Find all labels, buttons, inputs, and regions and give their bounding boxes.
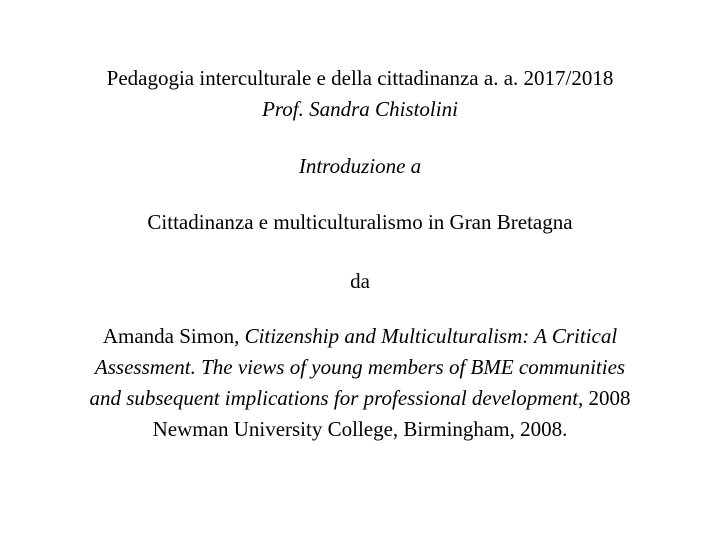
- citation-block: [40, 321, 680, 445]
- citation-title-part-2: Assessment. The views of young members of BME communities: [94, 355, 626, 379]
- citation-year: , 2008: [578, 386, 631, 410]
- intro-label: Introduzione a: [298, 154, 422, 178]
- from-label: da: [350, 269, 370, 293]
- course-title: Pedagogia interculturale e della cittadinanza a. a. 2017/2018: [106, 66, 614, 90]
- citation-title-part-3: and subsequent implications for professional development: [89, 386, 579, 410]
- citation-author: Amanda Simon,: [102, 324, 245, 348]
- citation-line-1: [40, 321, 680, 352]
- citation-title-part-1: Citizenship and Multiculturalism: A Critical: [244, 324, 618, 348]
- citation-line-3: [40, 383, 680, 414]
- topic-title: Cittadinanza e multiculturalismo in Gran Bretagna: [147, 210, 573, 234]
- professor-name: Prof. Sandra Chistolini: [262, 97, 458, 121]
- citation-publisher: Newman University College, Birmingham, 2008.: [152, 417, 568, 441]
